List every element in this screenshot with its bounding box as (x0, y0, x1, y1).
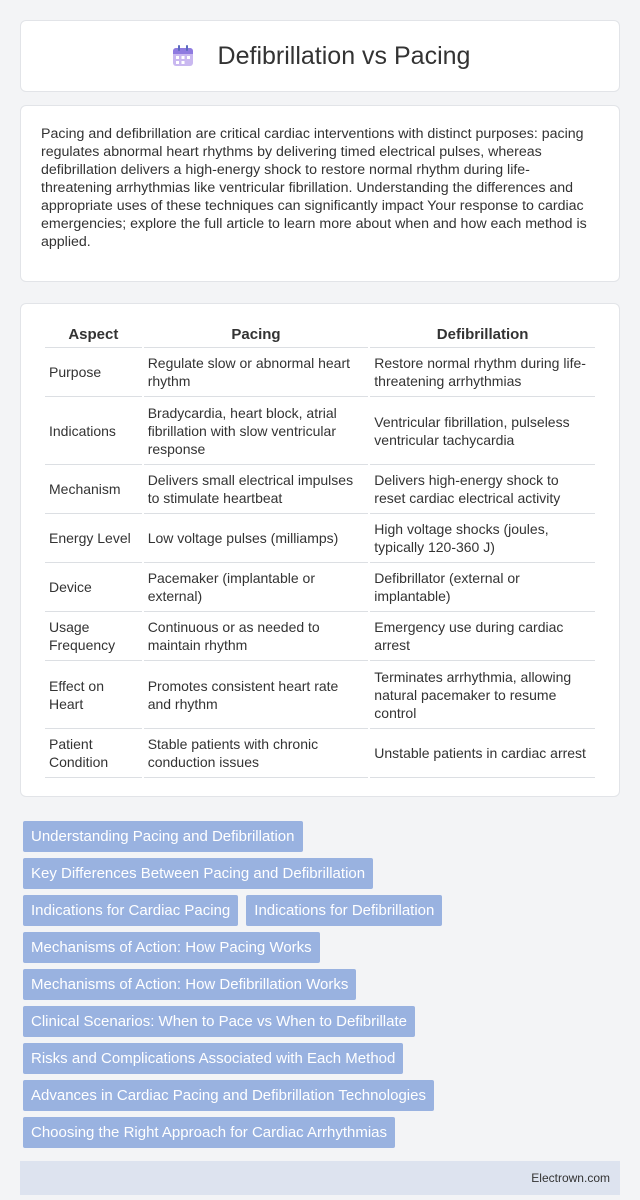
link-row (23, 821, 623, 852)
link-row (23, 1006, 623, 1037)
intro-text: Pacing and defibrillation are critical cardiac interventions with distinct purposes: pacing regulates abnormal heart rhythms by delivering timed electrical pulses, whereas defibrillation delivers a high-energy shock to restore normal rhythm during life-threatening arrhythmias like ventricular fibrillation. Understanding the differences and appropriate uses of these techniques can significantly impact Your response to cardiac emergencies; explore the full article to learn more about when and how each method is applied. (41, 126, 587, 250)
link-row (23, 1043, 623, 1074)
intro-card (20, 105, 620, 282)
cell-pacing: Delivers small electrical impulses to stimulate heartbeat (144, 465, 369, 514)
cell-defibrillation: Defibrillator (external or implantable) (370, 563, 595, 612)
cell-defibrillation: Restore normal rhythm during life-threatening arrhythmias (370, 348, 595, 397)
cell-aspect: Indications (45, 397, 142, 465)
cell-aspect: Usage Frequency (45, 612, 142, 661)
cell-pacing: Bradycardia, heart block, atrial fibrillation with slow ventricular response (144, 397, 369, 465)
topic-link[interactable]: Understanding Pacing and Defibrillation (23, 821, 303, 852)
cell-aspect: Energy Level (45, 514, 142, 563)
cell-defibrillation: Terminates arrhythmia, allowing natural pacemaker to resume control (370, 661, 595, 729)
cell-defibrillation: Unstable patients in cardiac arrest (370, 729, 595, 778)
table-row (45, 563, 595, 612)
link-row (23, 858, 623, 889)
topic-link[interactable]: Indications for Defibrillation (246, 895, 442, 926)
table-row (45, 348, 595, 397)
table-row (45, 612, 595, 661)
cell-defibrillation: Ventricular fibrillation, pulseless ventricular tachycardia (370, 397, 595, 465)
table-row (45, 465, 595, 514)
topic-links (23, 821, 623, 1154)
header-pacing: Pacing (144, 322, 369, 348)
page-title: Defibrillation vs Pacing (217, 41, 471, 70)
cell-pacing: Low voltage pulses (milliamps) (144, 514, 369, 563)
comparison-table (43, 322, 597, 778)
topic-link[interactable]: Risks and Complications Associated with Each Method (23, 1043, 403, 1074)
calendar-icon (170, 43, 196, 69)
cell-pacing: Regulate slow or abnormal heart rhythm (144, 348, 369, 397)
comparison-card (20, 303, 620, 797)
table-row (45, 397, 595, 465)
table-row (45, 661, 595, 729)
topic-link[interactable]: Advances in Cardiac Pacing and Defibrillation Technologies (23, 1080, 434, 1111)
cell-aspect: Device (45, 563, 142, 612)
cell-aspect: Effect on Heart (45, 661, 142, 729)
cell-aspect: Patient Condition (45, 729, 142, 778)
topic-link[interactable]: Mechanisms of Action: How Pacing Works (23, 932, 320, 963)
topic-link[interactable]: Choosing the Right Approach for Cardiac Arrhythmias (23, 1117, 395, 1148)
footer (20, 1161, 620, 1195)
link-row (23, 1080, 623, 1111)
cell-pacing: Continuous or as needed to maintain rhythm (144, 612, 369, 661)
topic-link[interactable]: Indications for Cardiac Pacing (23, 895, 238, 926)
cell-defibrillation: Delivers high-energy shock to reset cardiac electrical activity (370, 465, 595, 514)
table-row (45, 514, 595, 563)
cell-aspect: Mechanism (45, 465, 142, 514)
link-row (23, 932, 623, 963)
title-card (20, 20, 620, 92)
cell-defibrillation: High voltage shocks (joules, typically 120-360 J) (370, 514, 595, 563)
link-row (23, 969, 623, 1000)
header-aspect: Aspect (45, 322, 142, 348)
footer-text: Electrown.com (531, 1171, 610, 1185)
cell-defibrillation: Emergency use during cardiac arrest (370, 612, 595, 661)
topic-link[interactable]: Mechanisms of Action: How Defibrillation Works (23, 969, 356, 1000)
cell-aspect: Purpose (45, 348, 142, 397)
cell-pacing: Promotes consistent heart rate and rhythm (144, 661, 369, 729)
table-header-row (45, 322, 595, 348)
link-row (23, 895, 623, 926)
topic-link[interactable]: Key Differences Between Pacing and Defibrillation (23, 858, 373, 889)
topic-link[interactable]: Clinical Scenarios: When to Pace vs When to Defibrillate (23, 1006, 415, 1037)
link-row (23, 1117, 623, 1148)
cell-pacing: Pacemaker (implantable or external) (144, 563, 369, 612)
table-row (45, 729, 595, 778)
cell-pacing: Stable patients with chronic conduction issues (144, 729, 369, 778)
header-defibrillation: Defibrillation (370, 322, 595, 348)
